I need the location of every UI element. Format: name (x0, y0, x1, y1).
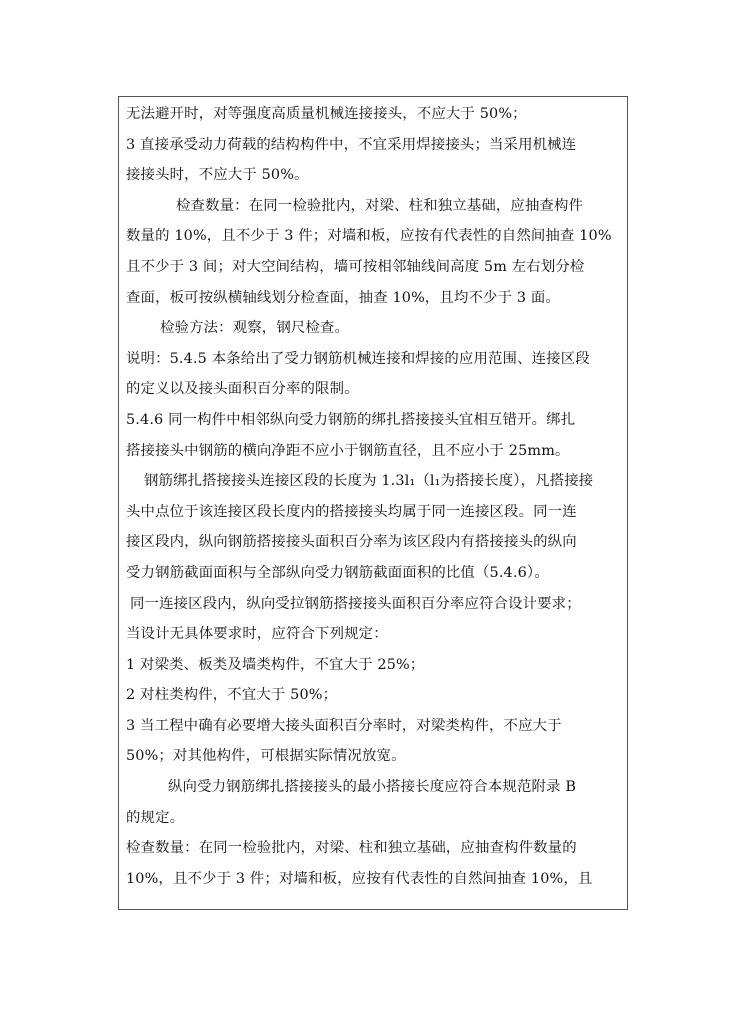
text-line: 当设计无具体要求时，应符合下列规定： (126, 626, 388, 643)
text-line: 受力钢筋截面面积与全部纵向受力钢筋截面面积的比值（5.4.6）。 (126, 564, 549, 581)
text-line: 10%，且不少于 3 件；对墙和板，应按有代表性的自然间抽查 10%，且 (126, 870, 593, 887)
text-line: 的定义以及接头面积百分率的限制。 (126, 381, 359, 398)
document-frame (118, 96, 628, 910)
text-line: 数量的 10%，且不少于 3 件；对墙和板，应按有代表性的自然间抽查 10% (126, 228, 612, 245)
text-line: 同一连接区段内，纵向受拉钢筋搭接接头面积百分率应符合设计要求； (130, 595, 581, 612)
text-line: 无法避开时，对等强度高质量机械连接接头，不应大于 50%； (126, 106, 527, 122)
text-line: 的规定。 (126, 809, 185, 826)
text-line: 查面，板可按纵横轴线划分检查面，抽查 10%，且均不少于 3 面。 (126, 289, 560, 306)
document-body (119, 97, 627, 894)
text-line: 3 当工程中确有必要增大接头面积百分率时，对梁类构件，不应大于 (126, 717, 562, 734)
text-line: 且不少于 3 间；对大空间结构，墙可按相邻轴线间高度 5m 左右划分检 (126, 258, 585, 275)
text-line: 2 对柱类构件，不宜大于 50%； (126, 687, 338, 704)
text-line: 纵向受力钢筋绑扎搭接接头的最小搭接长度应符合本规范附录 B (168, 779, 577, 796)
text-line: 钢筋绑扎搭接接头连接区段的长度为 1.3l₁（l₁为搭接长度），凡搭接接 (144, 473, 594, 490)
text-line: 头中点位于该连接区段长度内的搭接接头均属于同一连接区段。同一连 (126, 503, 577, 520)
text-line: 1 对梁类、板类及墙类构件，不宜大于 25%； (126, 656, 425, 673)
text-line: 3 直接承受动力荷载的结构构件中，不宜采用焊接接头；当采用机械连 (126, 136, 577, 153)
text-line: 接接头时，不应大于 50%。 (126, 167, 309, 184)
text-line: 说明：5.4.5 本条给出了受力钢筋机械连接和焊接的应用范围、连接区段 (126, 350, 590, 367)
text-line: 检查数量：在同一检验批内，对梁、柱和独立基础，应抽查构件数量的 (126, 840, 577, 857)
text-line: 50%；对其他构件，可根据实际情况放宽。 (126, 748, 406, 765)
text-line: 接区段内，纵向钢筋搭接接头面积百分率为该区段内有搭接接头的纵向 (126, 534, 577, 551)
text-line: 5.4.6 同一构件中相邻纵向受力钢筋的绑扎搭接接头宜相互错开。绑扎 (126, 411, 576, 428)
text-line: 搭接接头中钢筋的横向净距不应小于钢筋直径，且不应小于 25mm。 (126, 442, 570, 459)
text-line: 检查数量：在同一检验批内，对梁、柱和独立基础，应抽查构件 (176, 197, 584, 214)
text-line: 检验方法：观察，钢尺检查。 (160, 320, 350, 337)
